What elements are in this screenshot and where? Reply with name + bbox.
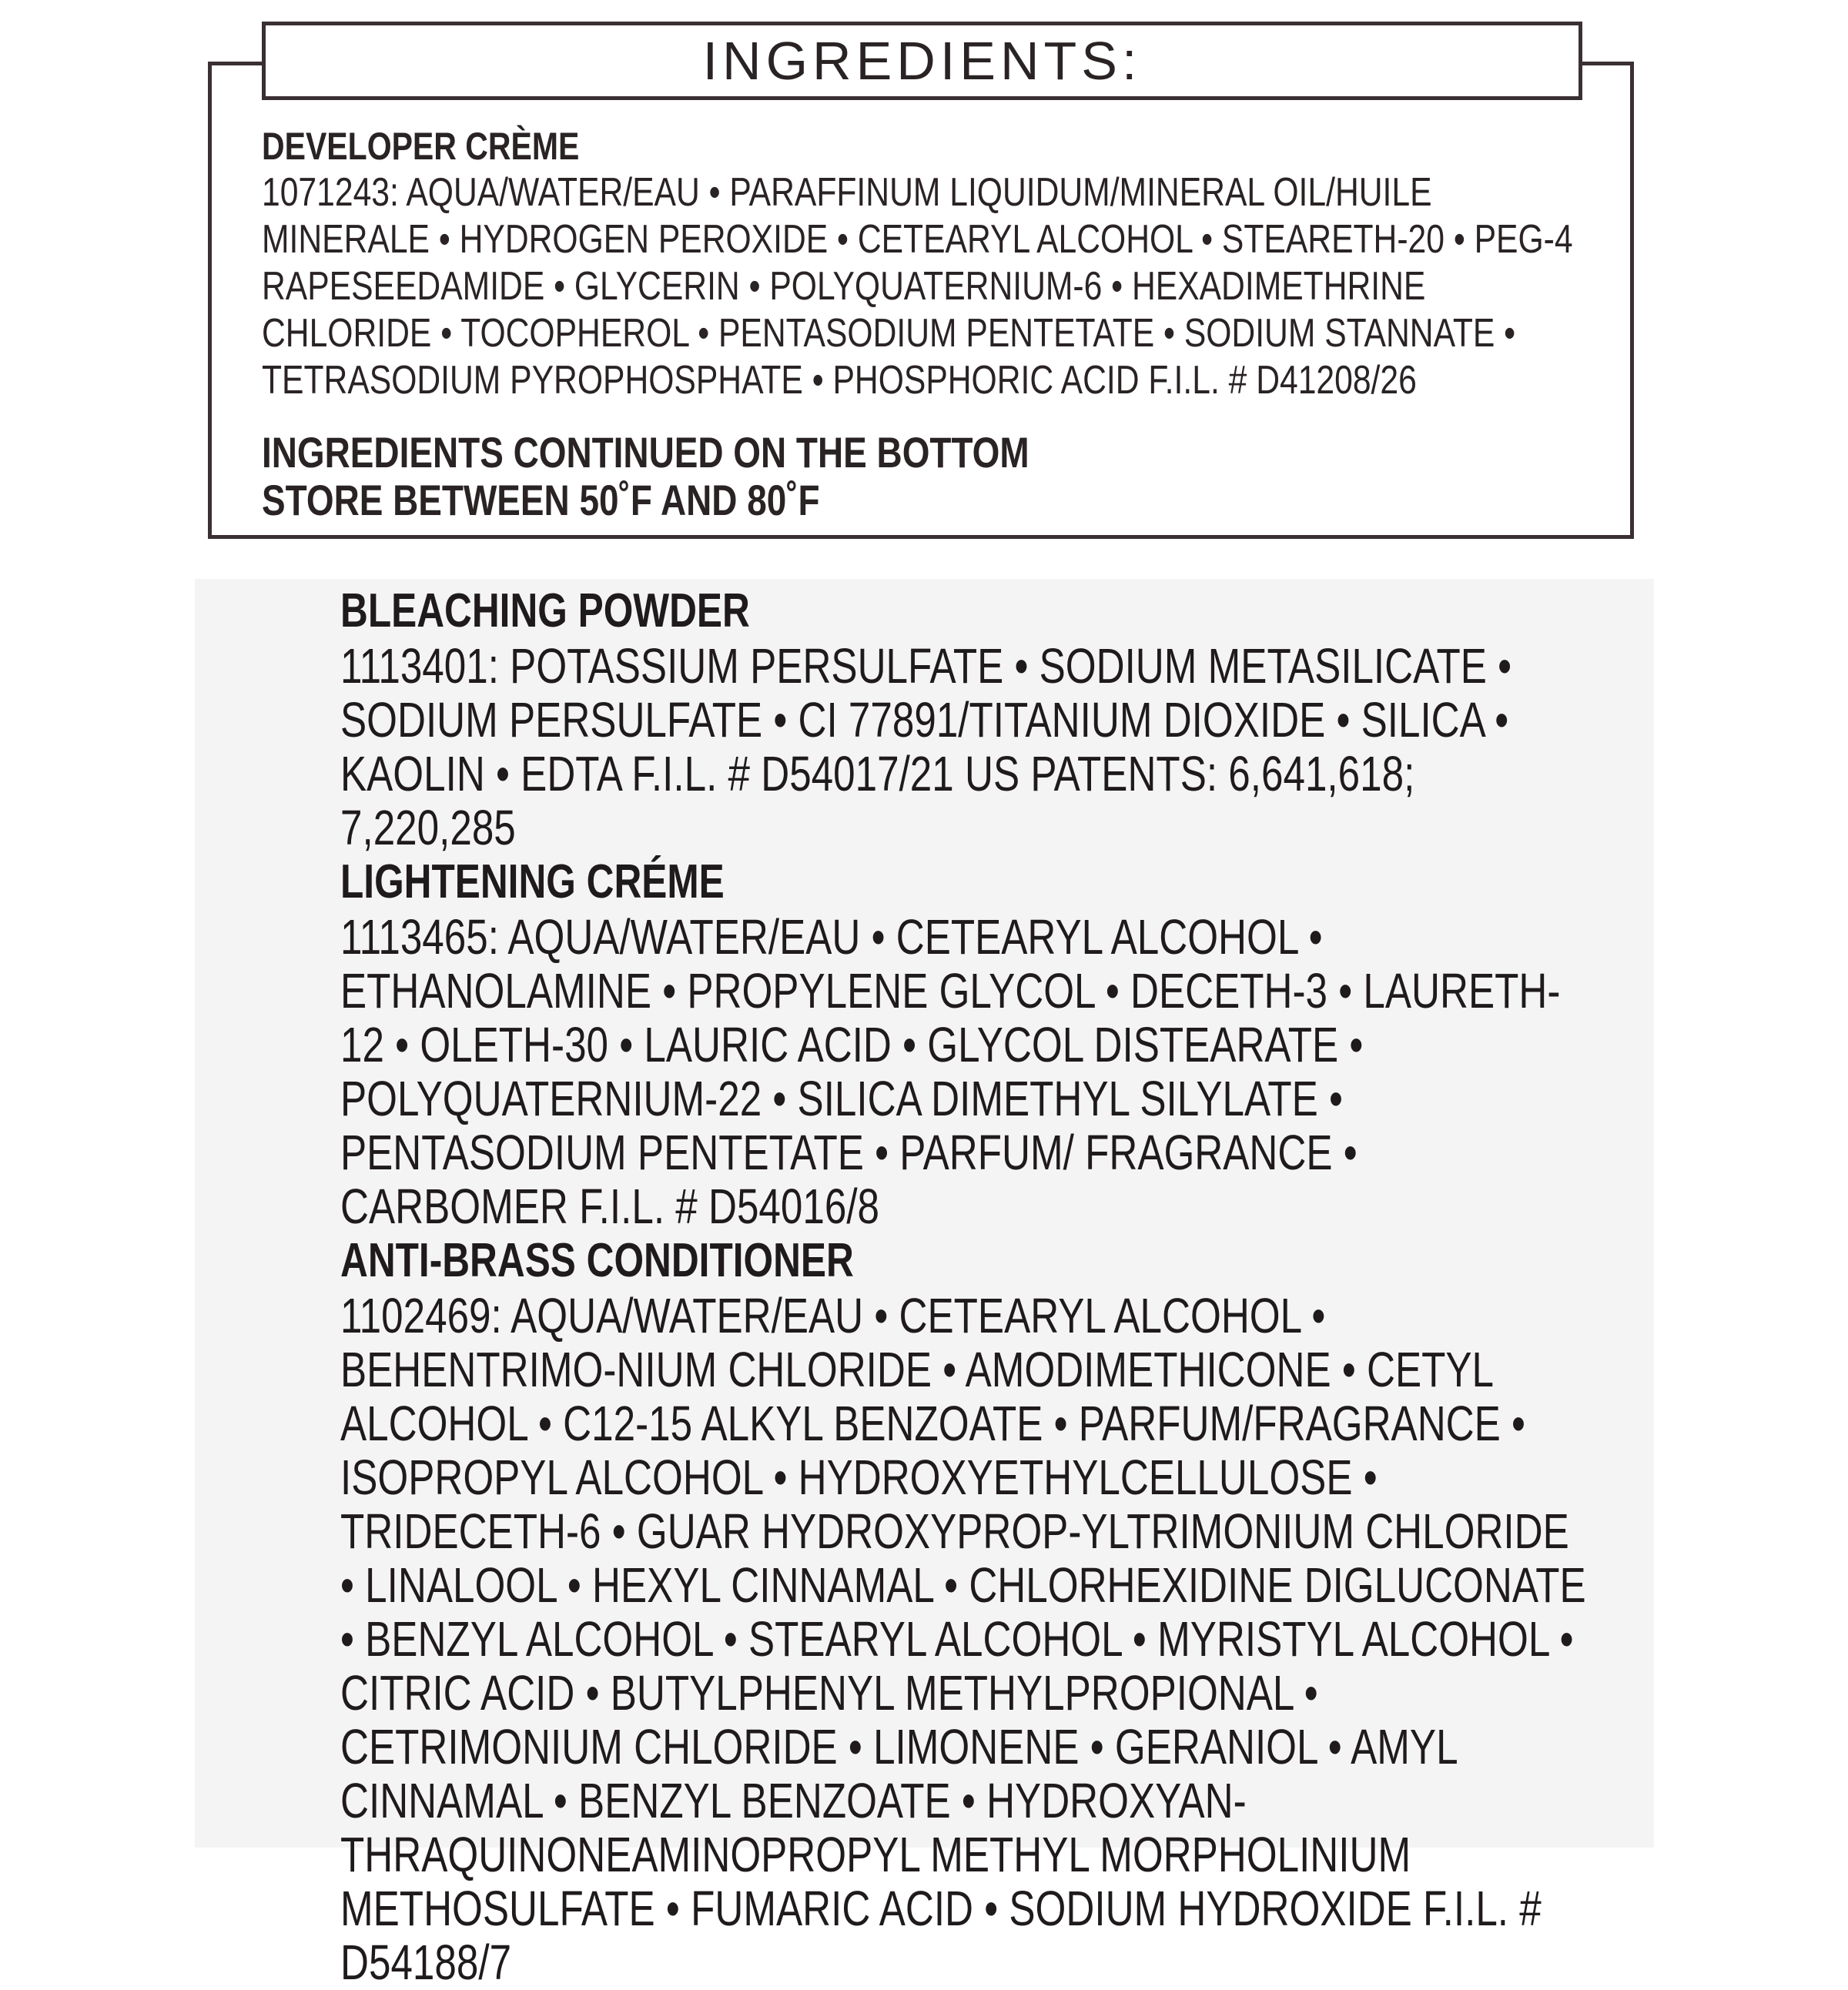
bottom-ingredients — [340, 584, 1588, 1989]
developer-ingredients: 1071243: AQUA/WATER/EAU • PARAFFINUM LIQUIDUM/MINERAL OIL/HUILE MINERALE • HYDROGEN PEROXIDE • CETEARYL ALCOHOL • STEARETH-20 • PEG-4 RAPESEEDAMIDE • GLYCERIN • POLYQUATERNIUM-6 • HEXADIMETHRINE CHLORIDE • TOCOPHEROL • PENTASODIUM PENTETATE • SODIUM STANNATE • TETRASODIUM PYROPHOSPHATE • PHOSPHORIC ACID F.I.L. # D41208/26 — [262, 170, 1573, 403]
lightening-section — [340, 855, 1588, 1233]
bleaching-ingredients: 1113401: POTASSIUM PERSULFATE • SODIUM METASILICATE • SODIUM PERSULFATE • CI 77891/TITANIUM DIOXIDE • SILICA • KAOLIN • EDTA F.I.L. # D54017/21 US PATENTS: 6,641,618; 7,220,285 — [340, 638, 1512, 855]
title-box — [262, 22, 1582, 100]
continued-note: INGREDIENTS CONTINUED ON THE BOTTOM — [262, 428, 1029, 477]
developer-heading: DEVELOPER CRÈME — [262, 125, 580, 168]
frame-corner-left — [208, 62, 262, 65]
storage-note: STORE BETWEEN 50˚F AND 80˚F — [262, 476, 820, 524]
lightening-heading: LIGHTENING CRÉME — [340, 855, 725, 908]
bleaching-section — [340, 584, 1588, 855]
bleaching-heading: BLEACHING POWDER — [340, 584, 750, 637]
conditioner-heading: ANTI-BRASS CONDITIONER — [340, 1234, 854, 1287]
lightening-ingredients: 1113465: AQUA/WATER/EAU • CETEARYL ALCOHOL • ETHANOLAMINE • PROPYLENE GLYCOL • DECETH-3 • LAURETH-12 • OLETH-30 • LAURIC ACID • GLYCOL DISTEARATE • POLYQUATERNIUM-22 • SILICA DIMETHYL SILYLATE • PENTASODIUM PENTETATE • PARFUM/ FRAGRANCE • CARBOMER F.I.L. # D54016/8 — [340, 909, 1561, 1234]
developer-section — [262, 123, 1586, 524]
notes — [262, 429, 1588, 524]
frame-corner-right — [1580, 62, 1634, 65]
conditioner-section — [340, 1233, 1588, 1989]
ingredients-title: INGREDIENTS: — [702, 31, 1142, 91]
conditioner-ingredients: 1102469: AQUA/WATER/EAU • CETEARYL ALCOHOL • BEHENTRIMO-NIUM CHLORIDE • AMODIMETHICONE • CETYL ALCOHOL • C12-15 ALKYL BENZOATE • PARFUM/FRAGRANCE • ISOPROPYL ALCOHOL • HYDROXYETHYLCELLULOSE • TRIDECETH-6 • GUAR HYDROXYPROP-YLTRIMONIUM CHLORIDE • LINALOOL • HEXYL CINNAMAL • CHLORHEXIDINE DIGLUCONATE • BENZYL ALCOHOL • STEARYL ALCOHOL • MYRISTYL ALCOHOL • CITRIC ACID • BUTYLPHENYL METHYLPROPIONAL • CETRIMONIUM CHLORIDE • LIMONENE • GERANIOL • AMYL CINNAMAL • BENZYL BENZOATE • HYDROXYAN-THRAQUINONEAMINOPROPYL METHYL MORPHOLINIUM METHOSULFATE • FUMARIC ACID • SODIUM HYDROXIDE F.I.L. # D54188/7 — [340, 1288, 1586, 1990]
